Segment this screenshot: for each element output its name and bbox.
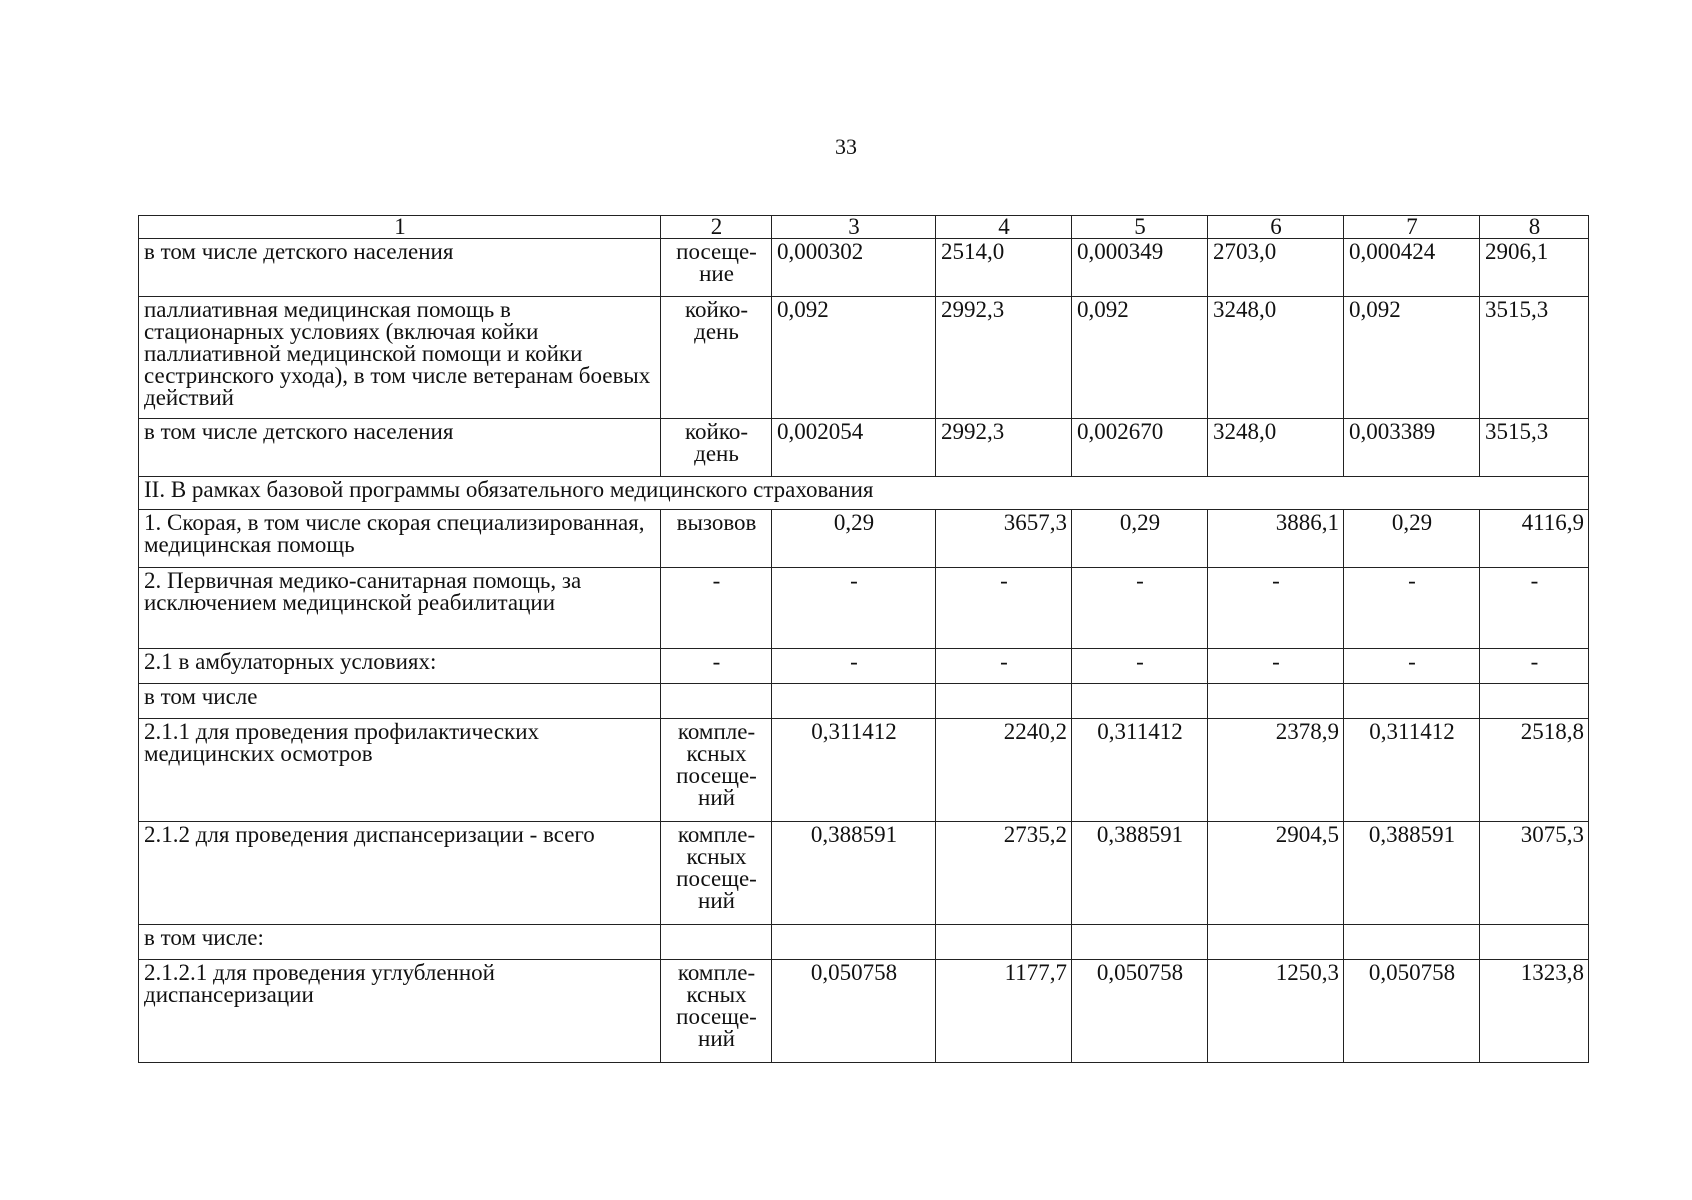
row-label: в том числе детского населения <box>139 419 661 477</box>
value-cell: 0,050758 <box>1072 960 1208 1063</box>
table-row <box>139 925 1589 960</box>
unit-cell: - <box>661 568 772 649</box>
value-cell: 0,388591 <box>772 822 936 925</box>
value-cell: 2904,5 <box>1208 822 1344 925</box>
unit-text: койко- день <box>685 419 748 466</box>
value-cell <box>1208 684 1344 719</box>
value-cell: - <box>1208 568 1344 649</box>
value-cell <box>1480 684 1589 719</box>
value-cell: 0,29 <box>1344 510 1480 568</box>
table-row <box>139 684 1589 719</box>
value-cell: - <box>1344 649 1480 684</box>
value-cell: 0,050758 <box>1344 960 1480 1063</box>
column-number: 3 <box>772 216 936 239</box>
value-cell: - <box>1344 568 1480 649</box>
value-cell: - <box>936 568 1072 649</box>
value-cell: 0,092 <box>772 297 936 419</box>
value-cell: 0,050758 <box>772 960 936 1063</box>
table-row <box>139 719 1589 822</box>
column-number: 1 <box>139 216 661 239</box>
value-cell: 2514,0 <box>936 239 1072 297</box>
value-cell: 0,388591 <box>1344 822 1480 925</box>
value-cell <box>936 925 1072 960</box>
unit-cell <box>661 822 772 925</box>
column-number: 2 <box>661 216 772 239</box>
row-label: в том числе: <box>139 925 661 960</box>
table-row <box>139 239 1589 297</box>
unit-cell <box>661 719 772 822</box>
value-cell: 2518,8 <box>1480 719 1589 822</box>
value-cell <box>1344 925 1480 960</box>
value-cell <box>772 925 936 960</box>
table-row <box>139 510 1589 568</box>
value-cell: - <box>1072 568 1208 649</box>
value-cell <box>1480 925 1589 960</box>
value-cell: 4116,9 <box>1480 510 1589 568</box>
row-label: 2.1.2 для проведения диспансеризации - всего <box>139 822 661 925</box>
table-row <box>139 419 1589 477</box>
value-cell: 3515,3 <box>1480 297 1589 419</box>
value-cell: 0,002670 <box>1072 419 1208 477</box>
row-label: 2.1.2.1 для проведения углубленной диспансеризации <box>139 960 661 1063</box>
column-number-row <box>139 216 1589 239</box>
column-number: 6 <box>1208 216 1344 239</box>
unit-text: койко- день <box>685 297 748 344</box>
value-cell: 2906,1 <box>1480 239 1589 297</box>
column-number: 4 <box>936 216 1072 239</box>
value-cell: 2735,2 <box>936 822 1072 925</box>
value-cell: - <box>1480 649 1589 684</box>
value-cell: 3248,0 <box>1208 419 1344 477</box>
row-label: 1. Скорая, в том числе скорая специализированная, медицинская помощь <box>139 510 661 568</box>
value-cell: 1250,3 <box>1208 960 1344 1063</box>
column-number: 7 <box>1344 216 1480 239</box>
value-cell: - <box>772 649 936 684</box>
column-number: 8 <box>1480 216 1589 239</box>
unit-cell <box>661 419 772 477</box>
value-cell <box>1072 684 1208 719</box>
table-row <box>139 649 1589 684</box>
unit-cell <box>661 297 772 419</box>
value-cell: 1323,8 <box>1480 960 1589 1063</box>
value-cell: - <box>936 649 1072 684</box>
value-cell: 2992,3 <box>936 419 1072 477</box>
value-cell: 0,003389 <box>1344 419 1480 477</box>
value-cell: 0,000424 <box>1344 239 1480 297</box>
value-cell: 3515,3 <box>1480 419 1589 477</box>
row-label: 2. Первичная медико-санитарная помощь, за исключением медицинской реабилитации <box>139 568 661 649</box>
value-cell <box>1344 684 1480 719</box>
table-row <box>139 297 1589 419</box>
value-cell: 0,311412 <box>1072 719 1208 822</box>
unit-cell <box>661 510 772 568</box>
row-label: в том числе <box>139 684 661 719</box>
unit-cell: - <box>661 649 772 684</box>
unit-cell <box>661 925 772 960</box>
value-cell: 0,29 <box>1072 510 1208 568</box>
value-cell: 0,311412 <box>1344 719 1480 822</box>
row-label: в том числе детского населения <box>139 239 661 297</box>
value-cell <box>1208 925 1344 960</box>
row-label: 2.1.1 для проведения профилактических медицинских осмотров <box>139 719 661 822</box>
value-cell: 0,002054 <box>772 419 936 477</box>
table-row <box>139 822 1589 925</box>
value-cell: 3657,3 <box>936 510 1072 568</box>
value-cell: 2992,3 <box>936 297 1072 419</box>
value-cell: 0,000349 <box>1072 239 1208 297</box>
value-cell <box>772 684 936 719</box>
value-cell: 1177,7 <box>936 960 1072 1063</box>
section-row <box>139 477 1589 510</box>
unit-cell <box>661 684 772 719</box>
table-row <box>139 960 1589 1063</box>
value-cell: 0,000302 <box>772 239 936 297</box>
page-number: 33 <box>835 134 857 159</box>
value-cell: 2703,0 <box>1208 239 1344 297</box>
unit-text: посеще- ние <box>676 239 757 286</box>
value-cell: - <box>1480 568 1589 649</box>
value-cell: 3886,1 <box>1208 510 1344 568</box>
unit-cell <box>661 239 772 297</box>
data-table <box>138 215 1589 1063</box>
value-cell: 3248,0 <box>1208 297 1344 419</box>
value-cell: 2240,2 <box>936 719 1072 822</box>
value-cell <box>936 684 1072 719</box>
table-row <box>139 568 1589 649</box>
unit-text: компле- ксных посеще- ний <box>676 960 757 1051</box>
row-label: паллиативная медицинская помощь в стационарных условиях (включая койки паллиативной медицинской помощи и койки сестринского ухода), в том числе ветеранам боевых действий <box>139 297 661 419</box>
value-cell: - <box>772 568 936 649</box>
unit-text: компле- ксных посеще- ний <box>676 719 757 810</box>
column-number: 5 <box>1072 216 1208 239</box>
unit-cell <box>661 960 772 1063</box>
value-cell: 0,29 <box>772 510 936 568</box>
section-heading: II. В рамках базовой программы обязательного медицинского страхования <box>139 477 1589 510</box>
value-cell: 0,092 <box>1072 297 1208 419</box>
value-cell: - <box>1208 649 1344 684</box>
unit-text: вызовов <box>676 510 757 535</box>
value-cell: 0,388591 <box>1072 822 1208 925</box>
value-cell: 0,311412 <box>772 719 936 822</box>
unit-text: компле- ксных посеще- ний <box>676 822 757 913</box>
value-cell: 0,092 <box>1344 297 1480 419</box>
value-cell: 2378,9 <box>1208 719 1344 822</box>
row-label: 2.1 в амбулаторных условиях: <box>139 649 661 684</box>
value-cell: - <box>1072 649 1208 684</box>
value-cell: 3075,3 <box>1480 822 1589 925</box>
value-cell <box>1072 925 1208 960</box>
